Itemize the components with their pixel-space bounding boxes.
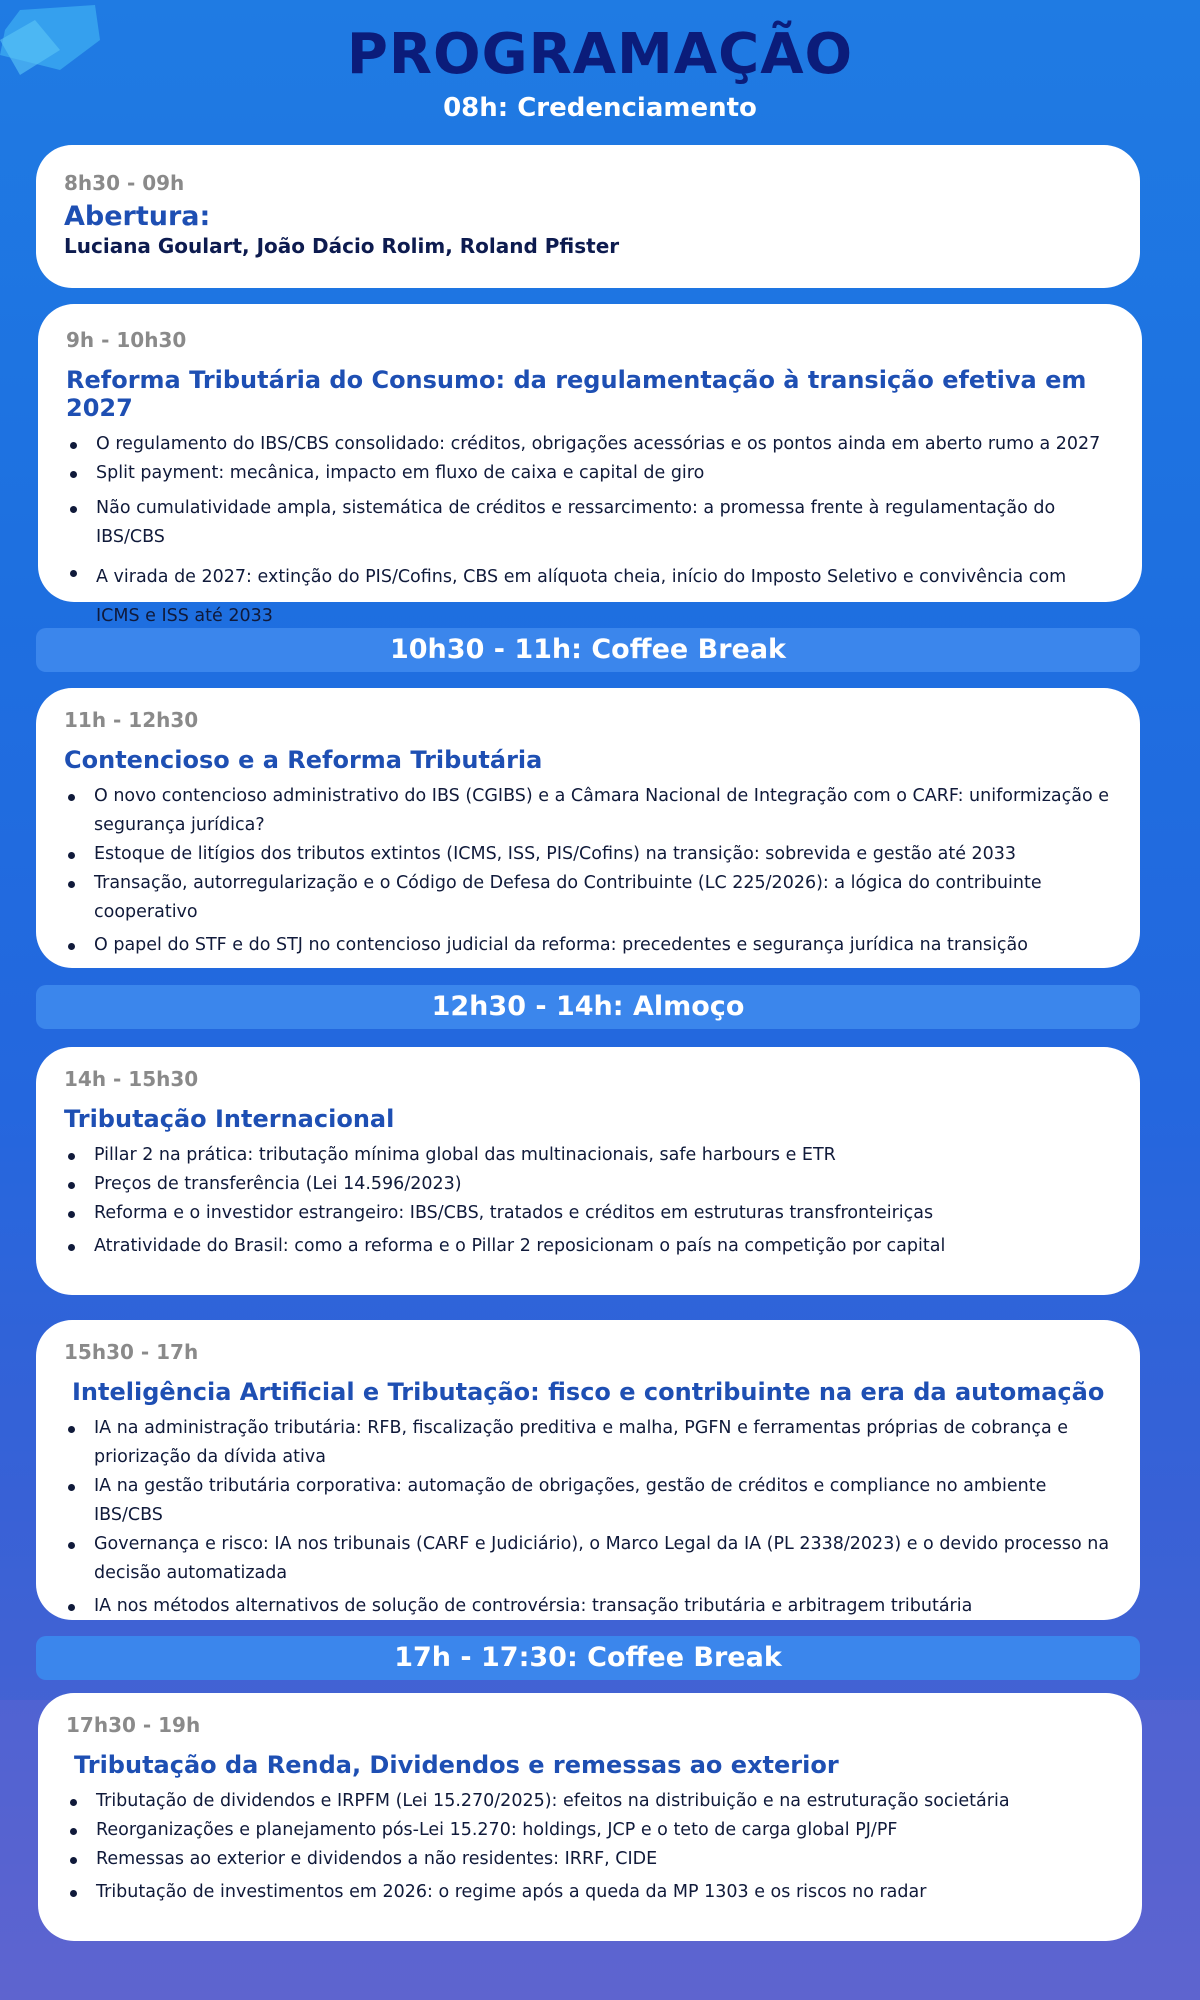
list-item: O novo contencioso administrativo do IBS (CGIBS) e a Câmara Nacional de Integração com o CARF: uniformização e segurança jurídica? — [64, 782, 1112, 840]
session-title: Contencioso e a Reforma Tributária — [64, 746, 543, 774]
list-item: Pillar 2 na prática: tributação mínima global das multinacionais, safe harbours e ETR — [64, 1141, 1112, 1170]
session-topics — [64, 1141, 1112, 1261]
list-item: Tributação de dividendos e IRPFM (Lei 15.270/2025): efeitos na distribuição e na estruturação societária — [66, 1787, 1114, 1816]
session-card-ai — [36, 1320, 1140, 1620]
session-time: 17h30 - 19h — [66, 1713, 201, 1737]
session-title: Tributação da Renda, Dividendos e remessas ao exterior — [74, 1751, 839, 1779]
registration-time: 08h: Credenciamento — [443, 93, 757, 123]
list-item: Tributação de investimentos em 2026: o regime após a queda da MP 1303 e os riscos no radar — [66, 1878, 1114, 1907]
list-item: IA nos métodos alternativos de solução de controvérsia: transação tributária e arbitragem tributária — [64, 1592, 1112, 1621]
session-topics — [66, 1787, 1114, 1907]
list-item: IA na administração tributária: RFB, fiscalização preditiva e malha, PGFN e ferramentas próprias de cobrança e priorização da dívida ativa — [64, 1414, 1112, 1472]
session-title: Tributação Internacional — [64, 1105, 395, 1133]
list-item: Estoque de litígios dos tributos extintos (ICMS, ISS, PIS/Cofins) na transição: sobrevida e gestão até 2033 — [64, 840, 1112, 869]
list-item: A virada de 2027: extinção do PIS/Cofins, CBS em alíquota cheia, início do Imposto Seletivo e convivência com ICMS e ISS até 2033 — [66, 558, 1114, 636]
session-card-income-tax — [38, 1693, 1142, 1941]
list-item: O regulamento do IBS/CBS consolidado: créditos, obrigações acessórias e os pontos ainda em aberto rumo a 2027 — [66, 430, 1114, 459]
list-item: Split payment: mecânica, impacto em fluxo de caixa e capital de giro — [66, 459, 1114, 488]
lunch-break-bar: 12h30 - 14h: Almoço — [36, 985, 1140, 1029]
page-title: PROGRAMAÇÃO — [346, 22, 854, 87]
coffee-break-bar: 10h30 - 11h: Coffee Break — [36, 628, 1140, 672]
session-card-international — [36, 1047, 1140, 1295]
session-topics — [64, 782, 1112, 960]
list-item: Reforma e o investidor estrangeiro: IBS/CBS, tratados e créditos em estruturas transfronteiriças — [64, 1199, 1112, 1228]
list-item: Preços de transferência (Lei 14.596/2023) — [64, 1170, 1112, 1199]
session-topics — [66, 430, 1114, 636]
coffee-break-bar: 17h - 17:30: Coffee Break — [36, 1636, 1140, 1680]
session-card-litigation — [36, 688, 1140, 968]
list-item: Atratividade do Brasil: como a reforma e o Pillar 2 reposicionam o país na competição por capital — [64, 1232, 1112, 1261]
list-item: Governança e risco: IA nos tribunais (CARF e Judiciário), o Marco Legal da IA (PL 2338/2023) e o devido processo na decisão automatizada — [64, 1530, 1112, 1588]
session-time: 8h30 - 09h — [64, 171, 185, 195]
session-time: 9h - 10h30 — [66, 328, 187, 352]
list-item: Não cumulatividade ampla, sistemática de créditos e ressarcimento: a promessa frente à regulamentação do IBS/CBS — [66, 494, 1114, 552]
session-time: 14h - 15h30 — [64, 1067, 199, 1091]
list-item: Reorganizações e planejamento pós-Lei 15.270: holdings, JCP e o teto de carga global PJ/PF — [66, 1816, 1114, 1845]
list-item: O papel do STF e do STJ no contencioso judicial da reforma: precedentes e segurança jurídica na transição — [64, 931, 1112, 960]
list-item: Transação, autorregularização e o Código de Defesa do Contribuinte (LC 225/2026): a lógica do contribuinte cooperativo — [64, 869, 1112, 927]
session-time: 11h - 12h30 — [64, 708, 199, 732]
session-title: Inteligência Artificial e Tributação: fisco e contribuinte na era da automação — [72, 1378, 1105, 1406]
session-title: Abertura: — [64, 201, 211, 232]
session-card-opening — [36, 145, 1140, 288]
session-topics — [64, 1414, 1112, 1621]
session-time: 15h30 - 17h — [64, 1340, 199, 1364]
session-card-consumption-reform — [38, 304, 1142, 626]
list-item: IA na gestão tributária corporativa: automação de obrigações, gestão de créditos e compliance no ambiente IBS/CBS — [64, 1472, 1112, 1530]
session-speakers: Luciana Goulart, João Dácio Rolim, Roland Pfister — [64, 234, 620, 258]
session-title: Reforma Tributária do Consumo: da regulamentação à transição efetiva em 2027 — [66, 366, 1087, 422]
list-item: Remessas ao exterior e dividendos a não residentes: IRRF, CIDE — [66, 1845, 1114, 1874]
